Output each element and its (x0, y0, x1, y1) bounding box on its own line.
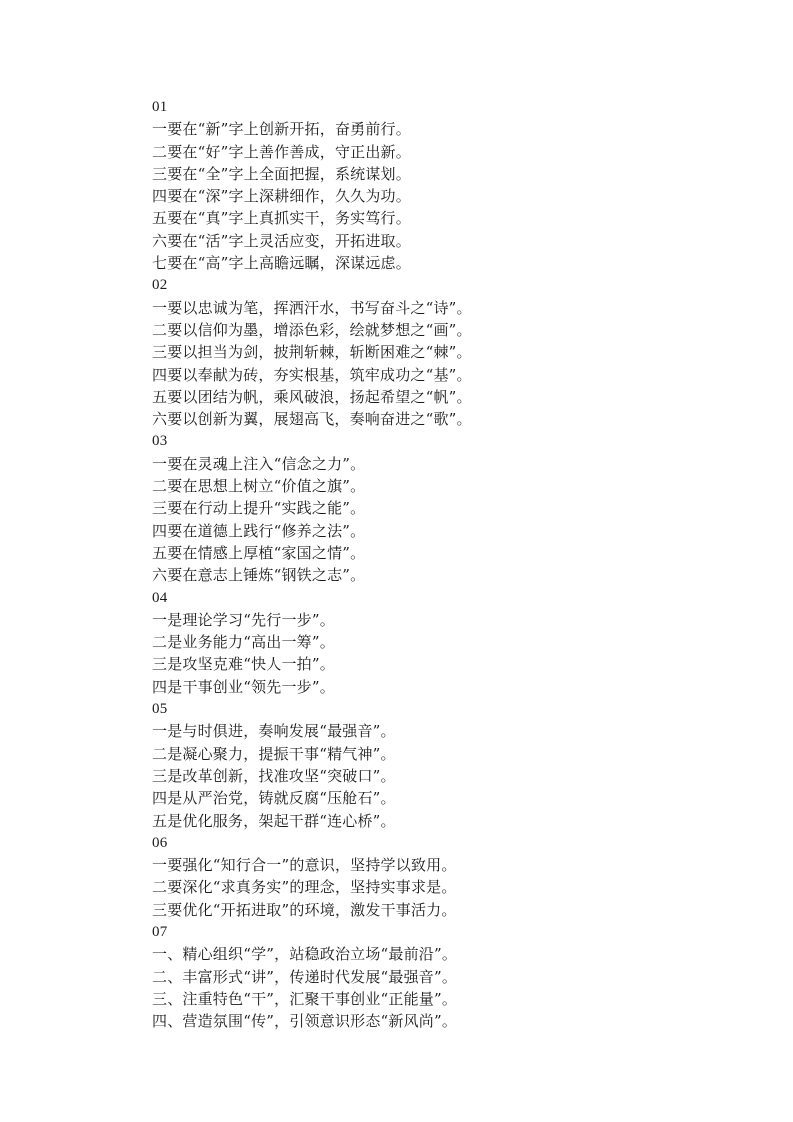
text-line: 五要以团结为帆，乘风破浪，扬起希望之“帆”。 (152, 387, 472, 406)
section-number: 02 (152, 277, 168, 294)
section-number: 05 (152, 701, 168, 718)
text-line: 三要优化“开拓进取”的环境，激发干事活力。 (152, 900, 457, 919)
text-line: 二、丰富形式“讲”，传递时代发展“最强音”。 (152, 967, 458, 986)
text-line: 七要在“高”字上高瞻远瞩，深谋远虑。 (152, 254, 411, 273)
section-number: 01 (152, 99, 168, 115)
text-line: 二要以信仰为墨，增添色彩，绘就梦想之“画”。 (152, 320, 472, 339)
text-line: 六要在“活”字上灵活应变，开拓进取。 (152, 231, 411, 250)
section-number: 06 (152, 834, 168, 851)
text-line: 一要强化“知行合一”的意识，坚持学以致用。 (152, 856, 457, 875)
section-number: 07 (152, 923, 168, 940)
section-number: 04 (152, 589, 168, 606)
text-line: 一要以忠诚为笔，挥洒汗水，书写奋斗之“诗”。 (152, 298, 472, 317)
text-line: 四要在道德上践行“修养之法”。 (152, 521, 366, 540)
text-line: 三要在行动上提升“实践之能”。 (152, 499, 366, 518)
text-line: 一要在“新”字上创新开拓，奋勇前行。 (152, 120, 411, 139)
text-line: 四要在“深”字上深耕细作，久久为功。 (152, 187, 411, 206)
text-line: 二要在思想上树立“价值之旗”。 (152, 477, 366, 496)
text-line: 一是与时俱进，奏响发展“最强音”。 (152, 722, 396, 741)
document-body (152, 96, 712, 1032)
text-line: 三是改革创新，找准攻坚“突破口”。 (152, 766, 396, 785)
text-line: 五要在“真”字上真抓实干，务实笃行。 (152, 209, 411, 228)
text-line: 三要在“全”字上全面把握，系统谋划。 (152, 164, 411, 183)
text-line: 二要深化“求真务实”的理念，坚持实事求是。 (152, 878, 457, 897)
text-line: 一要在灵魂上注入“信念之力”。 (152, 454, 366, 473)
text-line: 六要在意志上锤炼“钢铁之志”。 (152, 566, 366, 585)
text-line: 四是从严治党，铸就反腐“压舱石”。 (152, 789, 396, 808)
text-line: 四、营造氛围“传”，引领意识形态“新风尚”。 (152, 1012, 458, 1031)
text-line: 四是干事创业“领先一步”。 (152, 677, 335, 696)
section-number: 03 (152, 433, 168, 450)
text-line: 二是凝心聚力，提振干事“精气神”。 (152, 744, 396, 763)
text-line: 三要以担当为剑，披荆斩棘，斩断困难之“棘”。 (152, 343, 472, 362)
text-line: 一是理论学习“先行一步”。 (152, 610, 335, 629)
text-line: 二要在“好”字上善作善成，守正出新。 (152, 142, 411, 161)
text-line: 二是业务能力“高出一筹”。 (152, 633, 335, 652)
text-line: 五是优化服务，架起干群“连心桥”。 (152, 811, 396, 830)
text-line: 三是攻坚克难“快人一拍”。 (152, 655, 335, 674)
text-line: 三、注重特色“干”，汇聚干事创业“正能量”。 (152, 989, 458, 1008)
text-line: 五要在情感上厚植“家国之情”。 (152, 543, 366, 562)
text-line: 一、精心组织“学”，站稳政治立场“最前沿”。 (152, 945, 458, 964)
text-line: 六要以创新为翼，展翅高飞，奏响奋进之“歌”。 (152, 410, 472, 429)
text-line: 四要以奉献为砖，夯实根基，筑牢成功之“基”。 (152, 365, 472, 384)
